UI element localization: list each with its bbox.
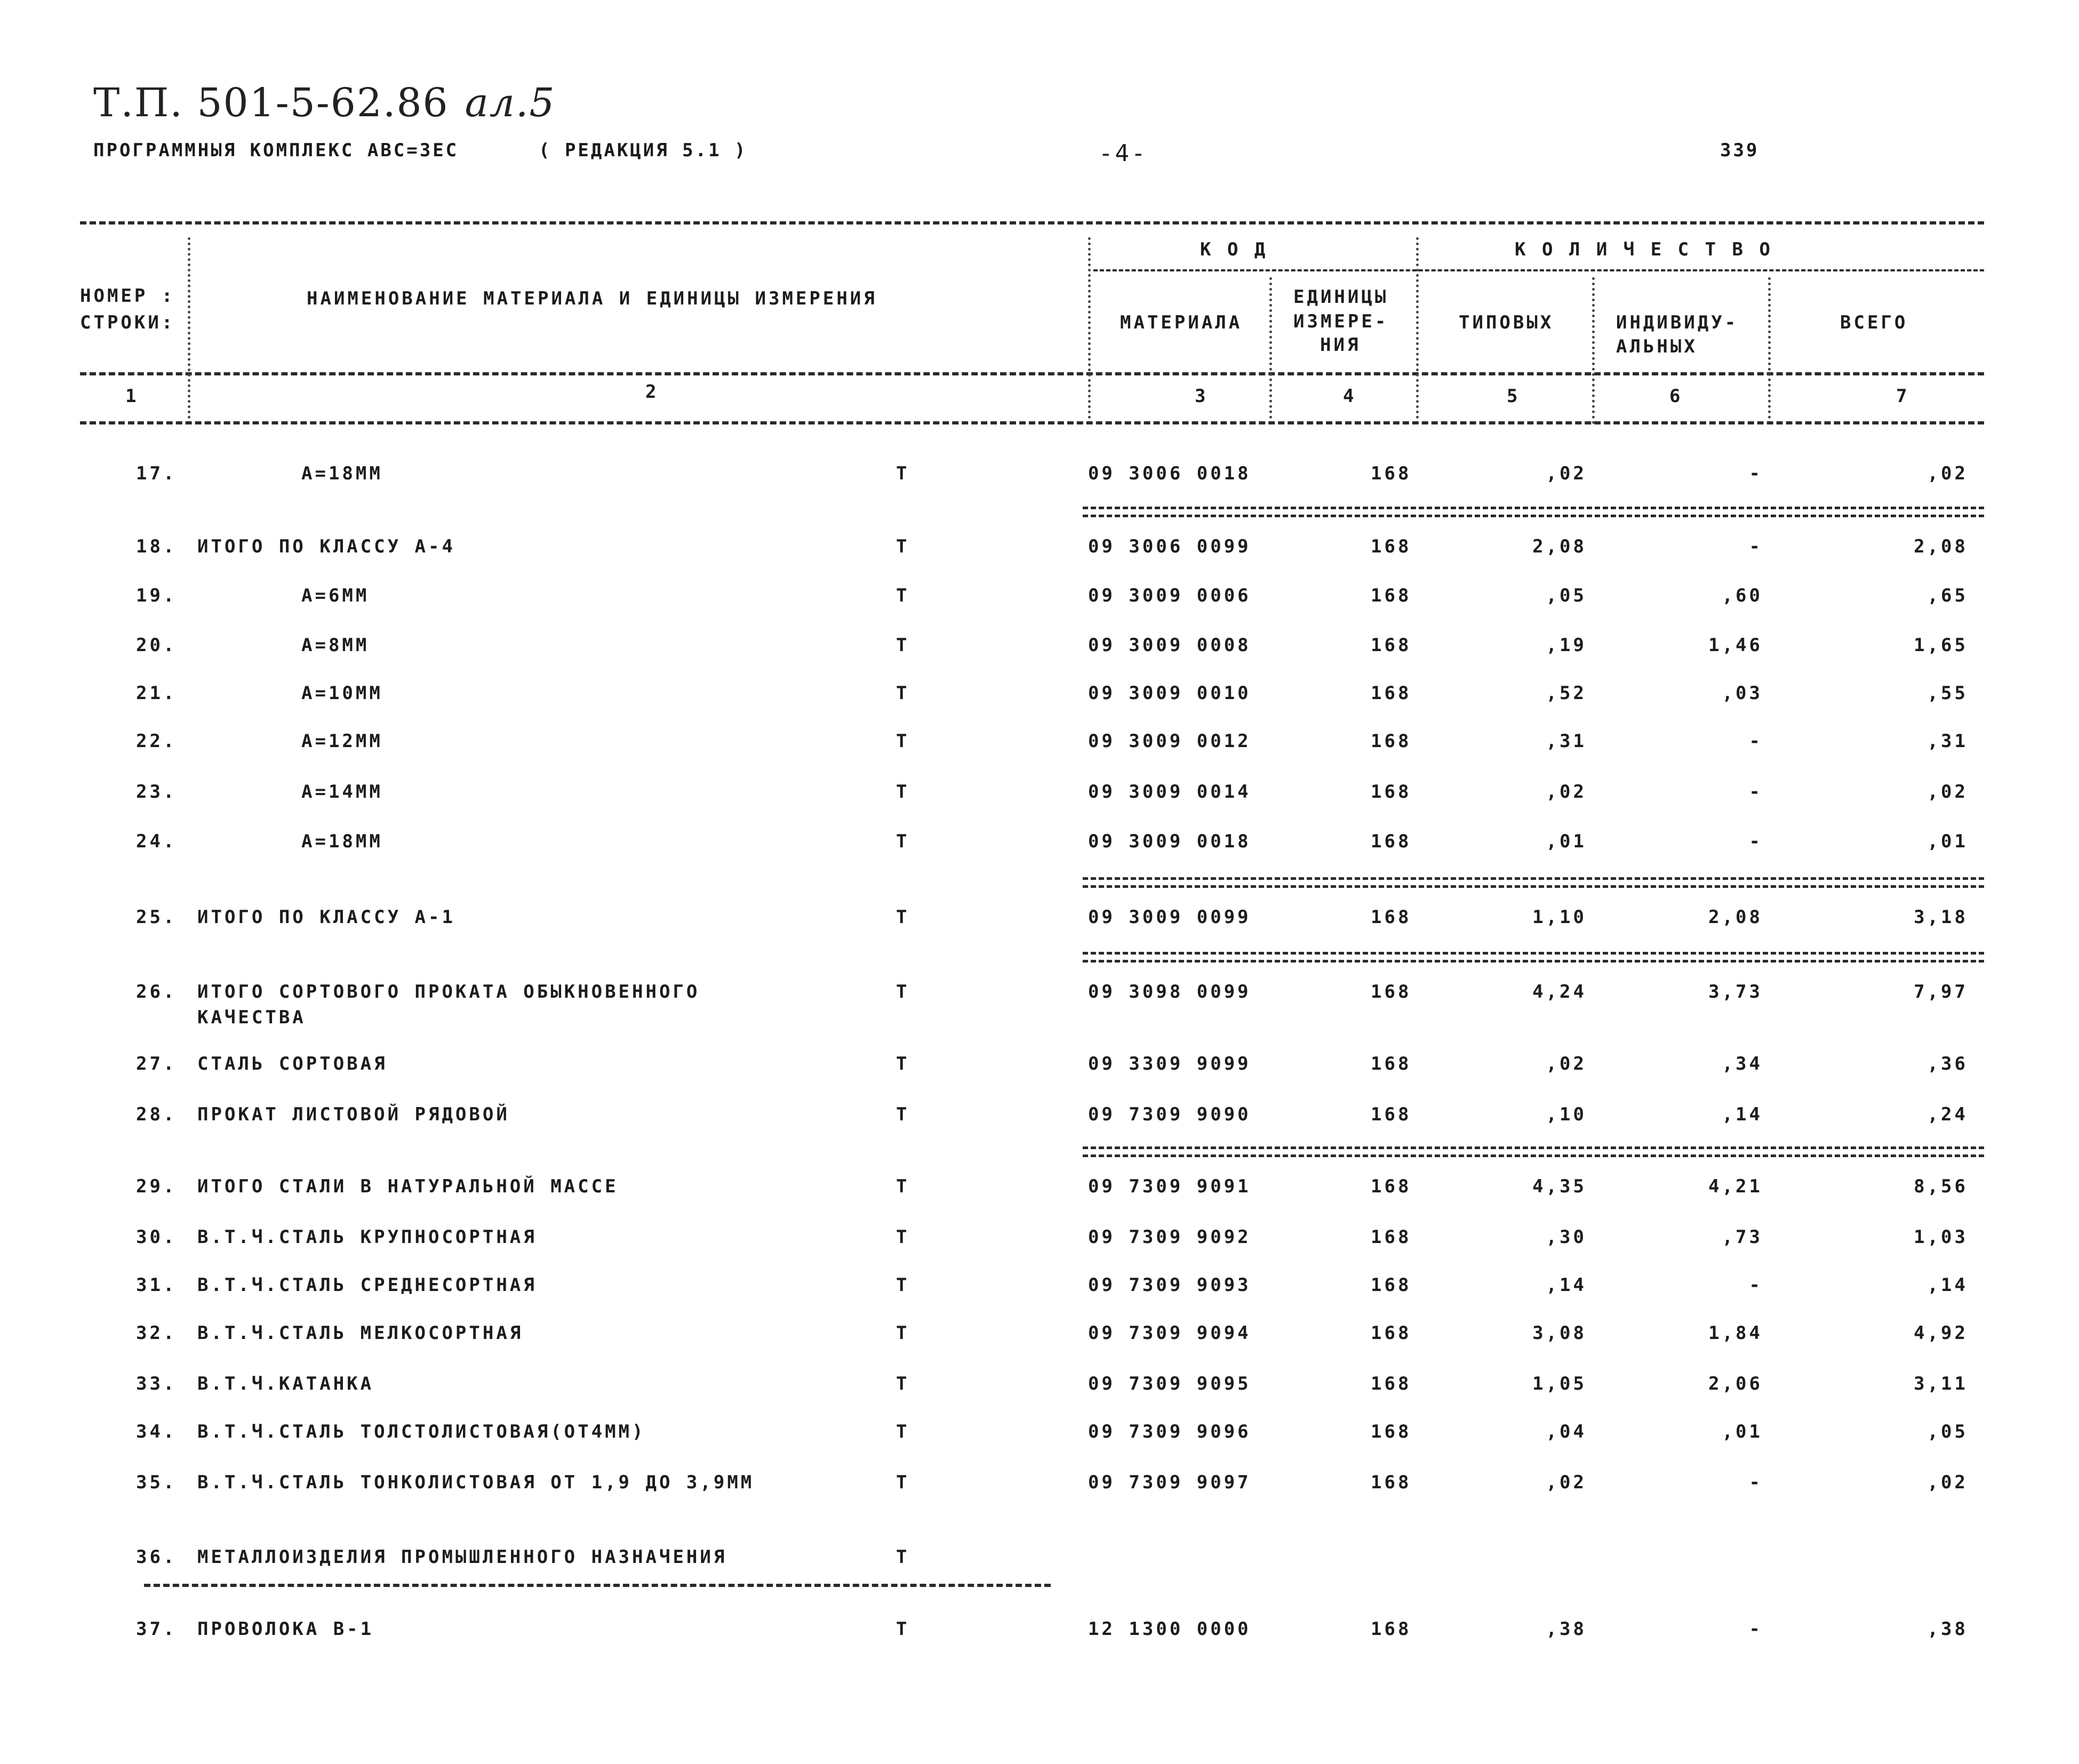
row-number: 21. xyxy=(136,683,177,704)
row-total: ,55 xyxy=(1927,683,1968,704)
row-individual: - xyxy=(1749,1618,1763,1640)
header-unit-2: ИЗМЕРЕ- xyxy=(1293,311,1389,332)
row-number: 23. xyxy=(136,781,177,803)
row-unit-code: 168 xyxy=(1371,1104,1412,1125)
row-typical: ,02 xyxy=(1546,463,1587,484)
row-typical: ,04 xyxy=(1546,1421,1587,1442)
row-name: А=14ММ xyxy=(301,781,383,803)
handwritten-code: Т.П. 501-5-62.86 xyxy=(93,80,449,126)
row-unit: Т xyxy=(896,781,910,803)
row-total: 2,08 xyxy=(1914,536,1968,557)
row-name: А=8ММ xyxy=(301,635,370,656)
header-unit-1: ЕДИНИЦЫ xyxy=(1293,286,1389,308)
row-unit: Т xyxy=(896,1053,910,1075)
row-typical: ,30 xyxy=(1546,1226,1587,1248)
row-number: 30. xyxy=(136,1226,177,1248)
subtotal-separator xyxy=(1083,952,1984,963)
row-number: 29. xyxy=(136,1176,177,1197)
row-name: ПРОВОЛОКА В-1 xyxy=(197,1618,374,1640)
row-individual: ,01 xyxy=(1722,1421,1763,1442)
page-number: 339 xyxy=(1720,140,1760,161)
row-total: 3,18 xyxy=(1914,907,1968,928)
row-unit: Т xyxy=(896,981,910,1003)
row-material-code: 09 7309 9092 xyxy=(1088,1226,1251,1248)
top-rule xyxy=(80,221,1984,224)
row-typical: ,38 xyxy=(1546,1618,1587,1640)
row-typical: 1,10 xyxy=(1532,907,1587,928)
handwritten-suffix: ал.5 xyxy=(465,80,556,126)
row-unit: Т xyxy=(896,585,910,606)
col-number-6: 6 xyxy=(1669,386,1683,407)
row-individual: 2,06 xyxy=(1708,1373,1763,1394)
row-individual: 3,73 xyxy=(1708,981,1763,1003)
row-typical: ,31 xyxy=(1546,731,1587,752)
row-material-code: 09 3009 0008 xyxy=(1088,635,1251,656)
row-material-code: 09 7309 9095 xyxy=(1088,1373,1251,1394)
row-number: 36. xyxy=(136,1546,177,1568)
row-unit: Т xyxy=(896,831,910,852)
row-unit-code: 168 xyxy=(1371,1053,1412,1075)
row-individual: ,14 xyxy=(1722,1104,1763,1125)
row-total: 1,03 xyxy=(1914,1226,1968,1248)
header-typical: ТИПОВЫХ xyxy=(1459,312,1554,333)
program-title: ПРОГРАММНЫЯ КОМПЛЕКС АВС=ЗЕС xyxy=(93,140,459,161)
row-material-code: 09 7309 9097 xyxy=(1088,1472,1251,1493)
header-unit-3: НИЯ xyxy=(1320,334,1361,356)
row-number: 19. xyxy=(136,585,177,606)
row-unit-code: 168 xyxy=(1371,1618,1412,1640)
row-typical: 1,05 xyxy=(1532,1373,1587,1394)
row-individual: ,60 xyxy=(1722,585,1763,606)
row-individual: 2,08 xyxy=(1708,907,1763,928)
row-name: ПРОКАТ ЛИСТОВОЙ РЯДОВОЙ xyxy=(197,1104,510,1125)
row-unit: Т xyxy=(896,635,910,656)
row-name: ИТОГО СОРТОВОГО ПРОКАТА ОБЫКНОВЕННОГО xyxy=(197,981,700,1003)
row-unit-code: 168 xyxy=(1371,683,1412,704)
subtotal-separator xyxy=(1083,877,1984,888)
row-total: 3,11 xyxy=(1914,1373,1968,1394)
row-total: ,38 xyxy=(1927,1618,1968,1640)
row-total: ,65 xyxy=(1927,585,1968,606)
row-unit: Т xyxy=(896,1546,910,1568)
row-typical: ,01 xyxy=(1546,831,1587,852)
row-typical: ,05 xyxy=(1546,585,1587,606)
row-unit: Т xyxy=(896,731,910,752)
row-total: ,31 xyxy=(1927,731,1968,752)
row-individual: ,73 xyxy=(1722,1226,1763,1248)
row-material-code: 09 3098 0099 xyxy=(1088,981,1251,1003)
row-name: В.Т.Ч.СТАЛЬ СРЕДНЕСОРТНАЯ xyxy=(197,1274,537,1296)
row-number: 33. xyxy=(136,1373,177,1394)
row-total: 8,56 xyxy=(1914,1176,1968,1197)
row-name: А=18ММ xyxy=(301,831,383,852)
row-number: 35. xyxy=(136,1472,177,1493)
row-unit: Т xyxy=(896,907,910,928)
row-unit-code: 168 xyxy=(1371,731,1412,752)
row-individual: - xyxy=(1749,536,1763,557)
header-individual-1: ИНДИВИДУ- xyxy=(1616,312,1739,333)
row-material-code: 09 3309 9099 xyxy=(1088,1053,1251,1075)
row-name: МЕТАЛЛОИЗДЕЛИЯ ПРОМЫШЛЕННОГО НАЗНАЧЕНИЯ xyxy=(197,1546,727,1568)
row-unit: Т xyxy=(896,1104,910,1125)
row-name: В.Т.Ч.СТАЛЬ ТОЛСТОЛИСТОВАЯ(ОТ4ММ) xyxy=(197,1421,646,1442)
row-name: А=10ММ xyxy=(301,683,383,704)
row-material-code: 09 3009 0018 xyxy=(1088,831,1251,852)
row-typical: ,02 xyxy=(1546,1472,1587,1493)
row-individual: - xyxy=(1749,831,1763,852)
divider-individual xyxy=(1768,277,1771,424)
row-typical: 4,24 xyxy=(1532,981,1587,1003)
divider-code xyxy=(1088,237,1091,424)
row-number: 24. xyxy=(136,831,177,852)
row-unit: Т xyxy=(896,1373,910,1394)
row-total: ,01 xyxy=(1927,831,1968,852)
col-number-3: 3 xyxy=(1195,386,1209,407)
row-name: ИТОГО ПО КЛАССУ А-4 xyxy=(197,536,455,557)
row-typical: ,10 xyxy=(1546,1104,1587,1125)
row-total: 4,92 xyxy=(1914,1322,1968,1344)
row-typical: ,14 xyxy=(1546,1274,1587,1296)
row-unit-code: 168 xyxy=(1371,1176,1412,1197)
row-unit: Т xyxy=(896,1421,910,1442)
row-total: ,36 xyxy=(1927,1053,1968,1075)
row-unit-code: 168 xyxy=(1371,635,1412,656)
row-individual: - xyxy=(1749,1274,1763,1296)
row-unit: Т xyxy=(896,683,910,704)
row-number: 25. xyxy=(136,907,177,928)
row-name: В.Т.Ч.КАТАНКА xyxy=(197,1373,374,1394)
row-total: ,02 xyxy=(1927,1472,1968,1493)
row-typical: 4,35 xyxy=(1532,1176,1587,1197)
page-marker: -4- xyxy=(1099,140,1148,167)
row-unit: Т xyxy=(896,1322,910,1344)
row-unit-code: 168 xyxy=(1371,463,1412,484)
row-typical: ,02 xyxy=(1546,781,1587,803)
row-unit-code: 168 xyxy=(1371,1472,1412,1493)
row-total: ,24 xyxy=(1927,1104,1968,1125)
row-individual: - xyxy=(1749,731,1763,752)
row-name: А=6ММ xyxy=(301,585,370,606)
row-unit: Т xyxy=(896,1618,910,1640)
row-unit-code: 168 xyxy=(1371,781,1412,803)
row-typical: 2,08 xyxy=(1532,536,1587,557)
row-material-code: 09 3009 0014 xyxy=(1088,781,1251,803)
row-unit: Т xyxy=(896,1176,910,1197)
row-unit-code: 168 xyxy=(1371,536,1412,557)
row-name-continuation: КАЧЕСТВА xyxy=(197,1007,306,1028)
row-number: 18. xyxy=(136,536,177,557)
row-unit-code: 168 xyxy=(1371,1274,1412,1296)
header-individual-2: АЛЬНЫХ xyxy=(1616,336,1698,357)
col-number-1: 1 xyxy=(125,386,139,407)
handwritten-document-code xyxy=(93,80,555,126)
row-unit: Т xyxy=(896,1472,910,1493)
row-typical: ,19 xyxy=(1546,635,1587,656)
row-material-code: 09 7309 9094 xyxy=(1088,1322,1251,1344)
row-total: 1,65 xyxy=(1914,635,1968,656)
row-unit-code: 168 xyxy=(1371,831,1412,852)
divider-row-num xyxy=(188,237,190,424)
divider-unit xyxy=(1416,237,1419,424)
row-material-code: 09 7309 9093 xyxy=(1088,1274,1251,1296)
row-unit-code: 168 xyxy=(1371,1373,1412,1394)
row-material-code: 09 3009 0012 xyxy=(1088,731,1251,752)
subtotal-separator xyxy=(1083,507,1984,517)
row-name: В.Т.Ч.СТАЛЬ ТОНКОЛИСТОВАЯ ОТ 1,9 ДО 3,9ММ xyxy=(197,1472,755,1493)
row-material-code: 09 3009 0099 xyxy=(1088,907,1251,928)
row-individual: 1,46 xyxy=(1708,635,1763,656)
header-code-group: К О Д xyxy=(1200,239,1268,260)
edition-label: ( РЕДАКЦИЯ 5.1 ) xyxy=(539,140,748,161)
row-number: 31. xyxy=(136,1274,177,1296)
row-material-code: 09 3006 0099 xyxy=(1088,536,1251,557)
row-material-code: 09 3006 0018 xyxy=(1088,463,1251,484)
subtotal-separator xyxy=(1083,1146,1984,1157)
row-individual: 1,84 xyxy=(1708,1322,1763,1344)
section-underline xyxy=(144,1584,1051,1587)
row-individual: - xyxy=(1749,781,1763,803)
col-number-7: 7 xyxy=(1896,386,1910,407)
row-unit-code: 168 xyxy=(1371,981,1412,1003)
row-material-code: 09 7309 9090 xyxy=(1088,1104,1251,1125)
row-unit: Т xyxy=(896,1274,910,1296)
header-name: НАИМЕНОВАНИЕ МАТЕРИАЛА И ЕДИНИЦЫ ИЗМЕРЕНИЯ xyxy=(307,288,877,309)
row-number: 20. xyxy=(136,635,177,656)
row-unit-code: 168 xyxy=(1371,1322,1412,1344)
row-individual: ,34 xyxy=(1722,1053,1763,1075)
header-row-num-2: СТРОКИ: xyxy=(80,312,175,333)
row-unit: Т xyxy=(896,1226,910,1248)
row-number: 27. xyxy=(136,1053,177,1075)
row-material-code: 09 3009 0010 xyxy=(1088,683,1251,704)
row-name: В.Т.Ч.СТАЛЬ КРУПНОСОРТНАЯ xyxy=(197,1226,537,1248)
header-row-num-1: НОМЕР : xyxy=(80,285,175,307)
header-material: МАТЕРИАЛА xyxy=(1120,312,1243,333)
row-material-code: 09 7309 9096 xyxy=(1088,1421,1251,1442)
column-numbers-rule xyxy=(80,421,1984,424)
row-total: ,02 xyxy=(1927,463,1968,484)
row-material-code: 12 1300 0000 xyxy=(1088,1618,1251,1640)
row-name: ИТОГО СТАЛИ В НАТУРАЛЬНОЙ МАССЕ xyxy=(197,1176,619,1197)
row-unit-code: 168 xyxy=(1371,1226,1412,1248)
row-material-code: 09 3009 0006 xyxy=(1088,585,1251,606)
row-name: В.Т.Ч.СТАЛЬ МЕЛКОСОРТНАЯ xyxy=(197,1322,524,1344)
col-number-4: 4 xyxy=(1343,386,1357,407)
row-individual: - xyxy=(1749,463,1763,484)
row-number: 26. xyxy=(136,981,177,1003)
row-number: 34. xyxy=(136,1421,177,1442)
row-number: 17. xyxy=(136,463,177,484)
divider-typical xyxy=(1592,277,1595,424)
row-name: А=18ММ xyxy=(301,463,383,484)
row-number: 28. xyxy=(136,1104,177,1125)
row-unit-code: 168 xyxy=(1371,585,1412,606)
row-unit-code: 168 xyxy=(1371,907,1412,928)
row-individual: - xyxy=(1749,1472,1763,1493)
header-bottom-rule xyxy=(80,372,1984,375)
row-total: 7,97 xyxy=(1914,981,1968,1003)
row-total: ,02 xyxy=(1927,781,1968,803)
row-typical: ,52 xyxy=(1546,683,1587,704)
row-unit: Т xyxy=(896,536,910,557)
row-unit: Т xyxy=(896,463,910,484)
header-total: ВСЕГО xyxy=(1840,312,1908,333)
row-name: А=12ММ xyxy=(301,731,383,752)
row-number: 37. xyxy=(136,1618,177,1640)
row-individual: ,03 xyxy=(1722,683,1763,704)
col-number-2: 2 xyxy=(645,381,659,403)
row-individual: 4,21 xyxy=(1708,1176,1763,1197)
row-number: 22. xyxy=(136,731,177,752)
divider-material xyxy=(1269,277,1272,424)
header-sub-rule xyxy=(1093,269,1984,271)
row-typical: 3,08 xyxy=(1532,1322,1587,1344)
row-unit-code: 168 xyxy=(1371,1421,1412,1442)
header-qty-group: К О Л И Ч Е С Т В О xyxy=(1515,239,1773,260)
row-name: СТАЛЬ СОРТОВАЯ xyxy=(197,1053,388,1075)
col-number-5: 5 xyxy=(1507,386,1521,407)
row-material-code: 09 7309 9091 xyxy=(1088,1176,1251,1197)
row-total: ,14 xyxy=(1927,1274,1968,1296)
row-name: ИТОГО ПО КЛАССУ А-1 xyxy=(197,907,455,928)
row-typical: ,02 xyxy=(1546,1053,1587,1075)
row-total: ,05 xyxy=(1927,1421,1968,1442)
row-number: 32. xyxy=(136,1322,177,1344)
